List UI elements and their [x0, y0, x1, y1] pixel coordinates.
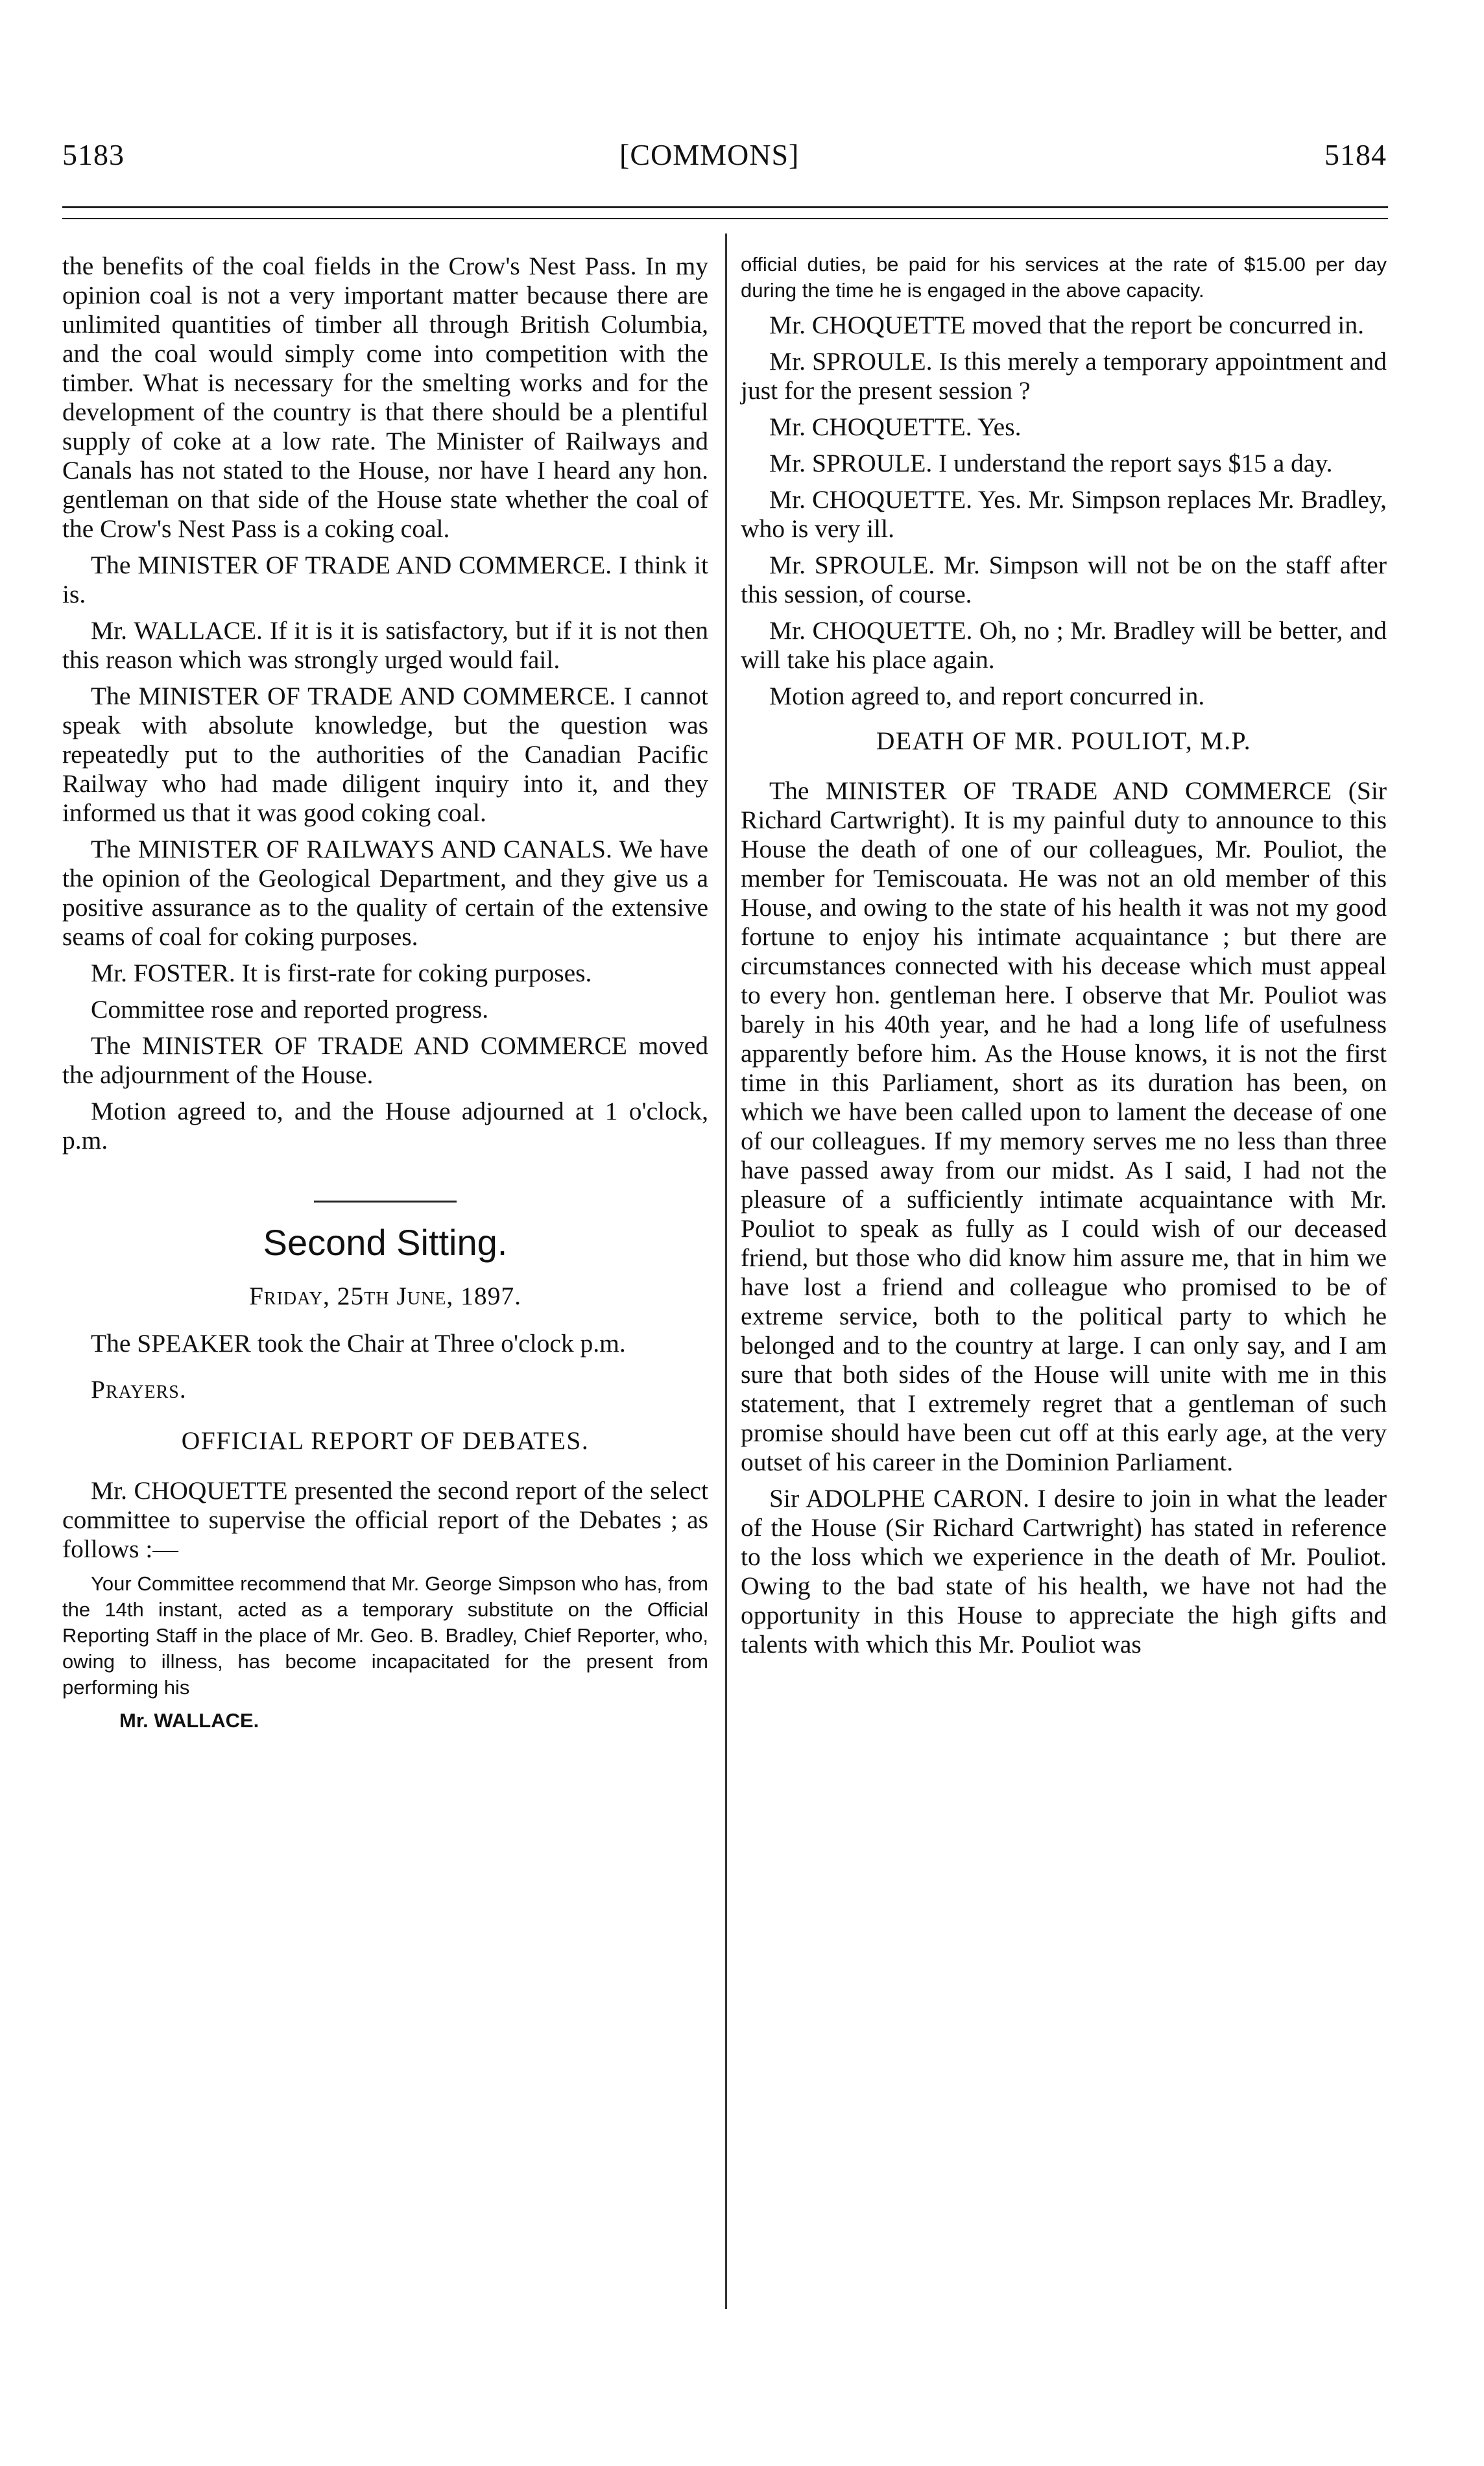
right-paragraph: Mr. CHOQUETTE moved that the report be concurred in. [769, 311, 1365, 339]
left-page-number: 5183 [62, 138, 125, 171]
prayers-heading: Prayers. [91, 1375, 187, 1404]
right-paragraph: Sir ADOLPHE CARON. I desire to join in what the leader of the House (Sir Richard Cartwright) has stated in reference to the loss which we experience in the death of Mr. Pouliot. Owing to the bad state of his health, we have not had the opportunity in this House to appreciate the high gifts and talents with which this Mr. Pouliot was [741, 1484, 1387, 1658]
right-paragraph: Mr. SPROULE. Mr. Simpson will not be on the staff after this session, of course. [741, 551, 1387, 608]
sitting-date: Friday, 25th June, 1897. [248, 1282, 522, 1310]
left-paragraph: Mr. WALLACE. If it is it is satisfactory, but if it is not then this reason which was strongly urged would fail. [62, 616, 708, 674]
left-paragraph: Committee rose and reported progress. [91, 995, 489, 1024]
left-paragraph: the benefits of the coal fields in the Crow's Nest Pass. In my opinion coal is not a very important matter because there are unlimited quantities of timber all through British Columbia, and the coal would simply come into competition with the timber. What is necessary for the smelting works and for the development of the country is that there should be a plentiful supply of coke at a low rate. The Minister of Railways and Canals has not stated to the House, nor have I heard any hon. gentleman on that side of the House state whether the coal of the Crow's Nest Pass is a coking coal. [62, 252, 708, 543]
second-sitting-heading: Second Sitting. [263, 1222, 508, 1263]
death-notice-heading: DEATH OF MR. POULIOT, M.P. [876, 726, 1252, 755]
left-paragraph: Mr. FOSTER. It is first-rate for coking purposes. [91, 959, 592, 987]
header-rule-top [62, 206, 1388, 208]
section-divider [314, 1201, 457, 1203]
left-column [62, 252, 708, 1734]
right-paragraph: Mr. CHOQUETTE. Yes. [769, 413, 1022, 441]
left-paragraph: The MINISTER OF TRADE AND COMMERCE moved the adjournment of the House. [62, 1031, 708, 1089]
left-paragraph: The MINISTER OF RAILWAYS AND CANALS. We have the opinion of the Geological Department, and they give us a positive assurance as to the quality of certain of the extensive seams of coal for coking purposes. [62, 835, 708, 951]
left-paragraph: The MINISTER OF TRADE AND COMMERCE. I cannot speak with absolute knowledge, but the question was repeatedly put to the authorities of the Canadian Pacific Railway who had made diligent inquiry into it, and they informed us that it was good coking coal. [62, 682, 708, 827]
right-paragraph: The MINISTER OF TRADE AND COMMERCE (Sir Richard Cartwright). It is my painful duty to announce to this House the death of one of our colleagues, Mr. Pouliot, the member for Temiscouata. He was not an old member of this House, and owing to the state of his health it was not my good fortune to enjoy his intimate acquaintance ; but there are circumstances connected with his decease which must appeal to every hon. gentleman here. I observe that Mr. Pouliot was barely in his 40th year, and he had a long life of usefulness apparently before him. As the House knows, it is not the first time in this Parliament, short as its duration has been, on which we have been called upon to lament the decease of one of our colleagues. If my memory serves me no less than three have passed away from our midst. As I said, I had not the pleasure of a sufficiently intimate acquaintance with Mr. Pouliot to speak as fully as I could wish of our deceased friend, but those who did know him assure me, that in him we have lost a friend and colleague who promised to be of extreme service, both to the political party to which he belonged and to the country at large. I can only say, and I am sure that both sides of the House will unite with me in this statement, that I extremely regret that a gentleman of such promise should have been cut off at this early age, at the very outset of his career in the Dominion Parliament. [741, 776, 1387, 1476]
right-paragraph: Mr. SPROULE. I understand the report says $15 a day. [769, 449, 1333, 477]
committee-report-text: Your Committee recommend that Mr. George Simpson who has, from the 14th instant, acted as a temporary substitute on the Official Reporting Staff in the place of Mr. Geo. B. Bradley, Chief Reporter, who, owing to illness, has become incapacitated for the present from performing his [62, 1572, 708, 1699]
column-divider [725, 233, 727, 2309]
running-header-title: [COMMONS] [619, 138, 800, 171]
footer-speaker-name: Mr. WALLACE. [119, 1709, 259, 1732]
left-paragraph: The MINISTER OF TRADE AND COMMERCE. I think it is. [62, 551, 708, 608]
right-paragraph: Mr. CHOQUETTE. Oh, no ; Mr. Bradley will be better, and will take his place again. [741, 616, 1387, 674]
left-paragraph: The SPEAKER took the Chair at Three o'clock p.m. [91, 1329, 626, 1358]
right-paragraph: Mr. SPROULE. Is this merely a temporary appointment and just for the present session ? [741, 347, 1387, 405]
right-paragraph: Motion agreed to, and report concurred in. [769, 682, 1205, 710]
right-paragraph: Mr. CHOQUETTE. Yes. Mr. Simpson replaces Mr. Bradley, who is very ill. [741, 485, 1387, 543]
header-rule-bottom [62, 218, 1388, 219]
left-paragraph: Motion agreed to, and the House adjourned at 1 o'clock, p.m. [62, 1097, 708, 1155]
committee-report-text-continued: official duties, be paid for his services at the rate of $15.00 per day during the time he is engaged in the above capacity. [741, 253, 1387, 302]
left-paragraph: Mr. CHOQUETTE presented the second report of the select committee to supervise the official report of the Debates ; as follows :— [62, 1476, 708, 1563]
right-column [741, 252, 1387, 1666]
right-page-number: 5184 [1324, 138, 1387, 171]
official-report-heading: OFFICIAL REPORT OF DEBATES. [181, 1426, 590, 1455]
